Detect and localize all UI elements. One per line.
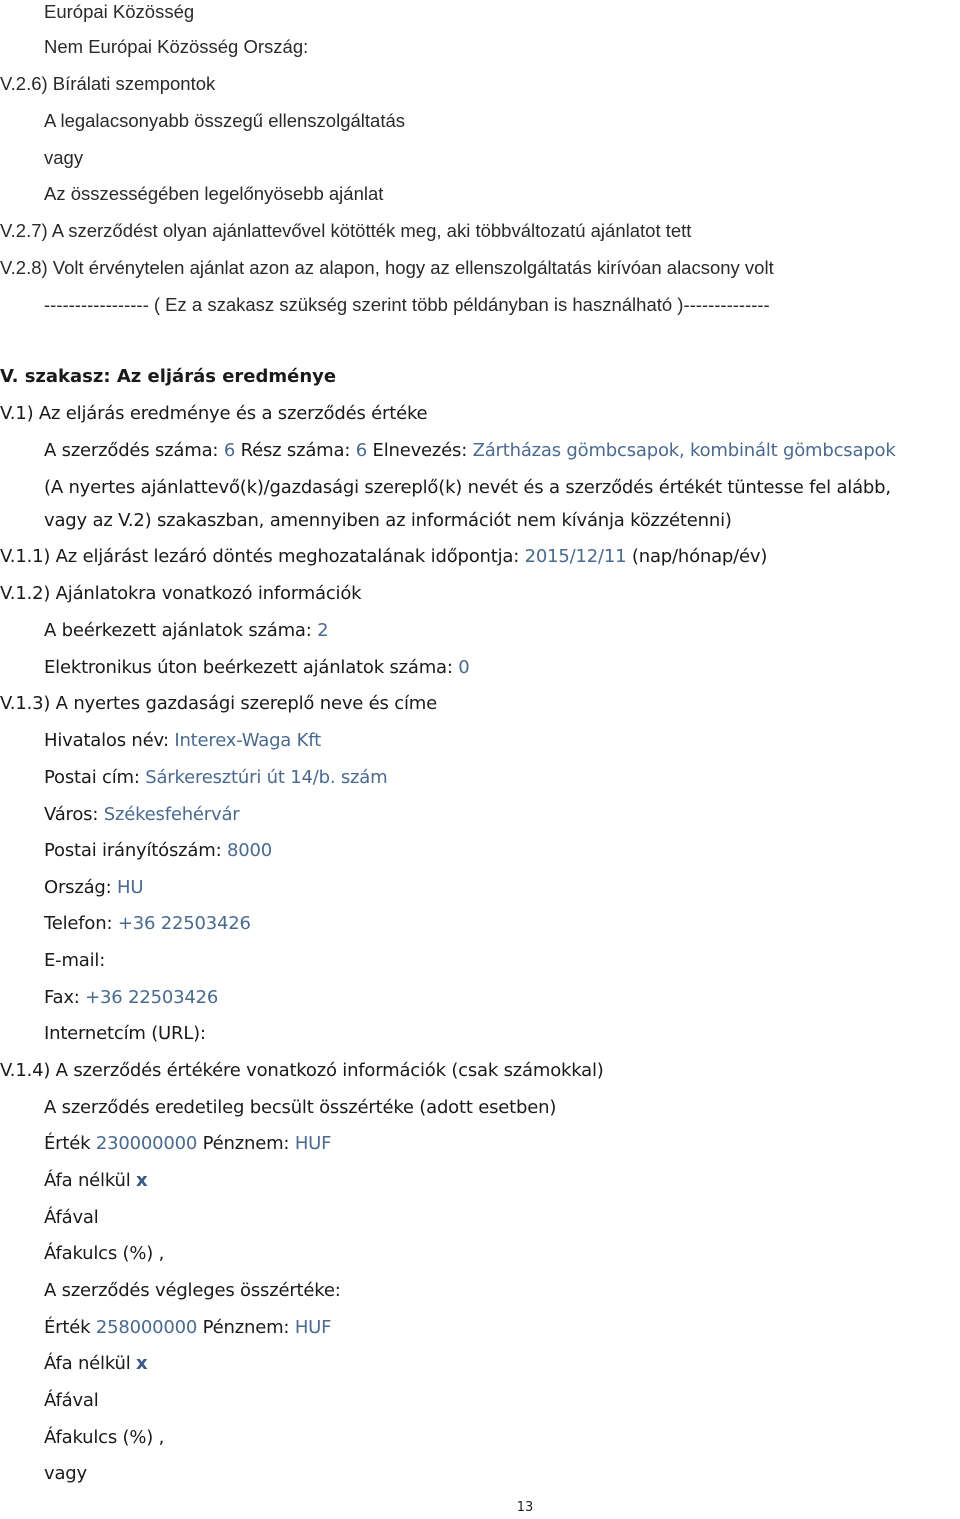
final-with-vat-line: Áfával — [44, 1390, 99, 1411]
postal-address-value: Sárkeresztúri út 14/b. szám — [145, 767, 388, 788]
value-label: Érték — [44, 1133, 96, 1154]
official-name-label: Hivatalos név: — [44, 730, 175, 751]
section-v14-heading: V.1.4) A szerződés értékére vonatkozó információk (csak számokkal) — [0, 1060, 604, 1081]
no-vat-label: Áfa nélkül — [44, 1170, 137, 1191]
official-name-value: Interex-Waga Kft — [174, 730, 321, 751]
no-vat-line — [44, 1169, 147, 1193]
best-offer-option: Az összességében legelőnyösebb ajánlat — [44, 183, 384, 204]
section-title: V. szakasz: Az eljárás eredménye — [0, 366, 337, 387]
postal-address-label: Postai cím: — [44, 767, 146, 788]
city-line — [44, 803, 240, 827]
phone-label: Telefon: — [44, 913, 118, 934]
vat-rate-line: Áfakulcs (%) , — [44, 1243, 165, 1264]
official-name-line — [44, 729, 321, 753]
decision-date-line — [0, 545, 767, 569]
currency-label: Pénznem: — [197, 1133, 295, 1154]
contract-name-value: Zártházas gömbcsapok, kombinált gömbcsapok — [472, 440, 896, 461]
decision-date-label: V.1.1) Az eljárást lezáró döntés meghozatalának időpontja: — [0, 546, 525, 567]
page-number: 13 — [516, 1500, 534, 1515]
final-no-vat-line — [44, 1352, 147, 1376]
eu-option: Európai Közösség — [44, 1, 195, 22]
part-number-value: 6 — [355, 440, 367, 461]
zip-label: Postai irányítószám: — [44, 840, 227, 861]
section-v13-heading: V.1.3) A nyertes gazdasági szereplő neve és címe — [0, 693, 437, 714]
country-value: HU — [117, 877, 144, 898]
section-v28-heading: V.2.8) Volt érvénytelen ajánlat azon az alapon, hogy az ellenszolgáltatás kirívóan alacsony volt — [0, 257, 774, 278]
postal-address-line — [44, 766, 387, 790]
final-value: 258000000 — [95, 1317, 198, 1338]
contract-number-value: 6 — [223, 440, 236, 461]
city-value: Székesfehérvár — [103, 804, 240, 825]
no-vat-check-mark: x — [136, 1170, 148, 1191]
note-line-2: vagy az V.2) szakaszban, amennyiben az információt nem kívánja közzétenni) — [44, 510, 732, 531]
final-vat-rate-line: Áfakulcs (%) , — [44, 1427, 165, 1448]
electronic-offers-value: 0 — [458, 657, 470, 678]
zip-value: 8000 — [226, 840, 272, 861]
email-line: E-mail: — [44, 950, 106, 971]
contract-name-label: Elnevezés: — [367, 440, 473, 461]
decision-date-format: (nap/hónap/év) — [626, 546, 768, 567]
zip-line — [44, 839, 272, 863]
section-v1-heading: V.1) Az eljárás eredménye és a szerződés értéke — [0, 403, 428, 424]
country-line — [44, 876, 143, 900]
final-currency: HUF — [294, 1317, 332, 1338]
offers-line — [44, 619, 328, 643]
url-line: Internetcím (URL): — [44, 1023, 206, 1044]
country-label: Ország: — [44, 877, 118, 898]
section-v12-heading: V.1.2) Ajánlatokra vonatkozó információk — [0, 583, 362, 604]
repeat-separator: ----------------- ( Ez a szakasz szükség szerint több példányban is használható )-------------- — [44, 294, 770, 315]
final-currency-label: Pénznem: — [197, 1317, 295, 1338]
contract-number-label: A szerződés száma: — [44, 440, 224, 461]
estimated-value-title: A szerződés eredetileg becsült összértéke (adott esetben) — [44, 1097, 557, 1118]
final-value-label: Érték — [44, 1317, 96, 1338]
section-v27-heading: V.2.7) A szerződést olyan ajánlattevővel kötötték meg, aki többváltozatú ajánlatot tett — [0, 220, 692, 241]
city-label: Város: — [44, 804, 104, 825]
section-v26-heading: V.2.6) Bírálati szempontok — [0, 73, 216, 94]
fax-label: Fax: — [44, 987, 86, 1008]
contract-line — [44, 439, 896, 463]
final-value-line — [44, 1316, 331, 1340]
decision-date-value: 2015/12/11 — [524, 546, 627, 567]
fax-value: +36 22503426 — [85, 987, 219, 1008]
part-number-label: Rész száma: — [235, 440, 356, 461]
final-no-vat-label: Áfa nélkül — [44, 1353, 137, 1374]
fax-line — [44, 986, 218, 1010]
or-text-bottom: vagy — [44, 1463, 87, 1484]
estimated-currency: HUF — [294, 1133, 332, 1154]
non-eu-option: Nem Európai Közösség Ország: — [44, 36, 309, 57]
phone-value: +36 22503426 — [117, 913, 251, 934]
lowest-price-option: A legalacsonyabb összegű ellenszolgáltatás — [44, 110, 405, 131]
offers-value: 2 — [317, 620, 329, 641]
or-text: vagy — [44, 147, 84, 168]
offers-label: A beérkezett ajánlatok száma: — [44, 620, 318, 641]
final-value-title: A szerződés végleges összértéke: — [44, 1280, 341, 1301]
electronic-offers-line — [44, 656, 470, 680]
note-line-1: (A nyertes ajánlattevő(k)/gazdasági szereplő(k) nevét és a szerződés értékét tüntesse fel alább, — [44, 477, 891, 498]
estimated-value-line — [44, 1132, 331, 1156]
final-no-vat-check-mark: x — [136, 1353, 148, 1374]
phone-line — [44, 912, 251, 936]
estimated-value: 230000000 — [95, 1133, 198, 1154]
electronic-offers-label: Elektronikus úton beérkezett ajánlatok száma: — [44, 657, 459, 678]
with-vat-line: Áfával — [44, 1207, 99, 1228]
